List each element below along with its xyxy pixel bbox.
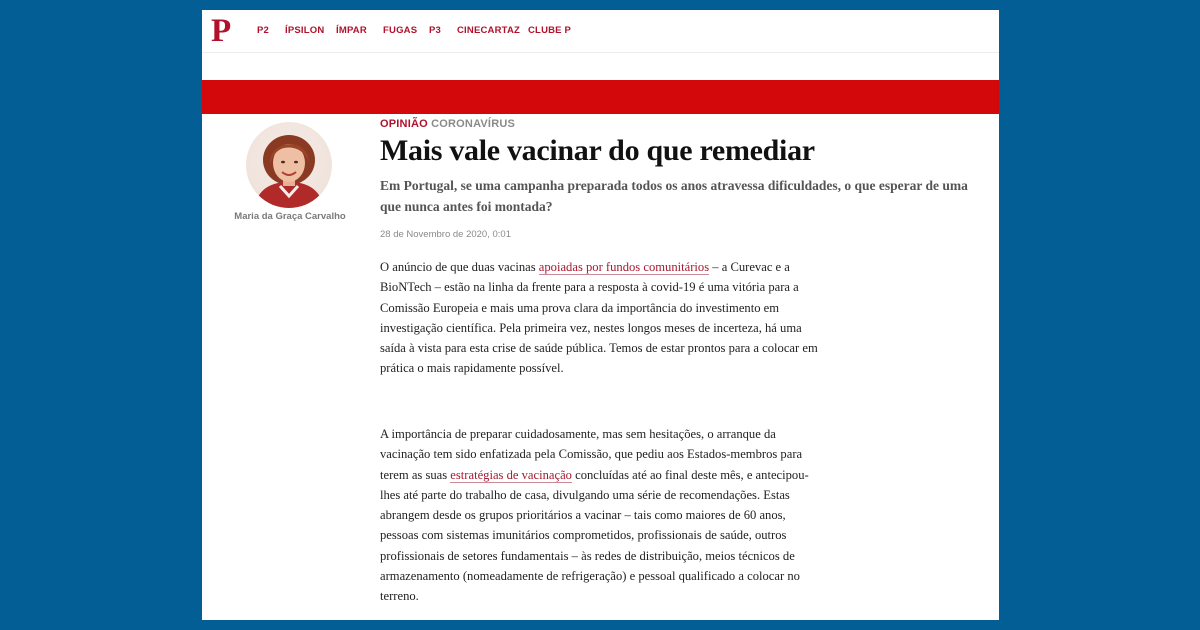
nav-link-clube-p[interactable]: CLUBE P xyxy=(528,25,572,36)
article-kicker xyxy=(380,118,515,130)
link-estrategias-de-vacinacao[interactable]: estratégias de vacinação xyxy=(450,467,572,482)
red-banner xyxy=(202,80,999,114)
paragraph-2-text-start: A importância de preparar cuidadosamente, mas sem hesitações, o arranque da vacinação tem sido enfatizada pela Comissão, que pediu aos Estados-membros para terem as suas xyxy=(380,427,803,482)
publish-date: 28 de Novembro de 2020, 0:01 xyxy=(380,229,511,240)
paragraph-2-text-end: concluídas até ao final deste mês, e antecipou-lhes até parte do trabalho de casa, divulgando uma série de recomendações. Estas abrangem desde os grupos prioritários a vacinar – tais como maiores de 60 anos, pessoas com sistemas imunitários comprometidos, profissionais de saúde, outros profissionais de setores fundamentais – às redes de distribuição, meios técnicos de armazenamento (nomeadamente de refrigeração) e pessoal qualificado a colocar no terreno. xyxy=(380,467,809,604)
paragraph-1 xyxy=(380,257,826,379)
nav-link-ipsilon[interactable]: ÍPSILON xyxy=(285,25,325,36)
author-photo-icon xyxy=(246,122,332,208)
author-name[interactable]: Maria da Graça Carvalho xyxy=(234,211,346,222)
nav-link-p3[interactable]: P3 xyxy=(429,25,442,36)
kicker-section[interactable]: OPINIÃO xyxy=(380,118,428,130)
nav-link-cinecartaz[interactable]: CINECARTAZ xyxy=(457,25,521,36)
paragraph-1-text-end: – a Curevac e a BioNTech – estão na linha da frente para a resposta à covid-19 é uma vitória para a Comissão Europeia e mais uma prova clara da importância do investimento em investigação científica. Pela primeira vez, nestes longos meses de incerteza, há uma saída à vista para esta crise de saúde pública. Temos de estar prontos para a colocar em prática o mais rapidamente possível. xyxy=(380,260,818,376)
article-page xyxy=(202,10,999,620)
nav-divider xyxy=(202,52,999,53)
publico-logo[interactable]: P xyxy=(211,13,232,49)
top-navigation xyxy=(202,10,999,52)
paragraph-2 xyxy=(380,424,826,607)
link-apoiadas-por-fundos[interactable]: apoiadas por fundos comunitários xyxy=(538,260,710,274)
nav-link-fugas[interactable]: FUGAS xyxy=(383,25,418,36)
article-lead: Em Portugal, se uma campanha preparada todos os anos atravessa dificuldades, o que esperar de uma que nunca antes foi montada? xyxy=(380,178,968,214)
kicker-topic[interactable]: CORONAVÍRUS xyxy=(431,118,516,130)
nav-link-p2[interactable]: P2 xyxy=(257,25,270,36)
nav-link-impar[interactable]: ÍMPAR xyxy=(336,25,367,36)
author-avatar[interactable] xyxy=(246,122,332,208)
paragraph-1-text-start: O anúncio de que duas vacinas xyxy=(380,260,539,274)
article-headline: Mais vale vacinar do que remediar xyxy=(380,134,815,167)
